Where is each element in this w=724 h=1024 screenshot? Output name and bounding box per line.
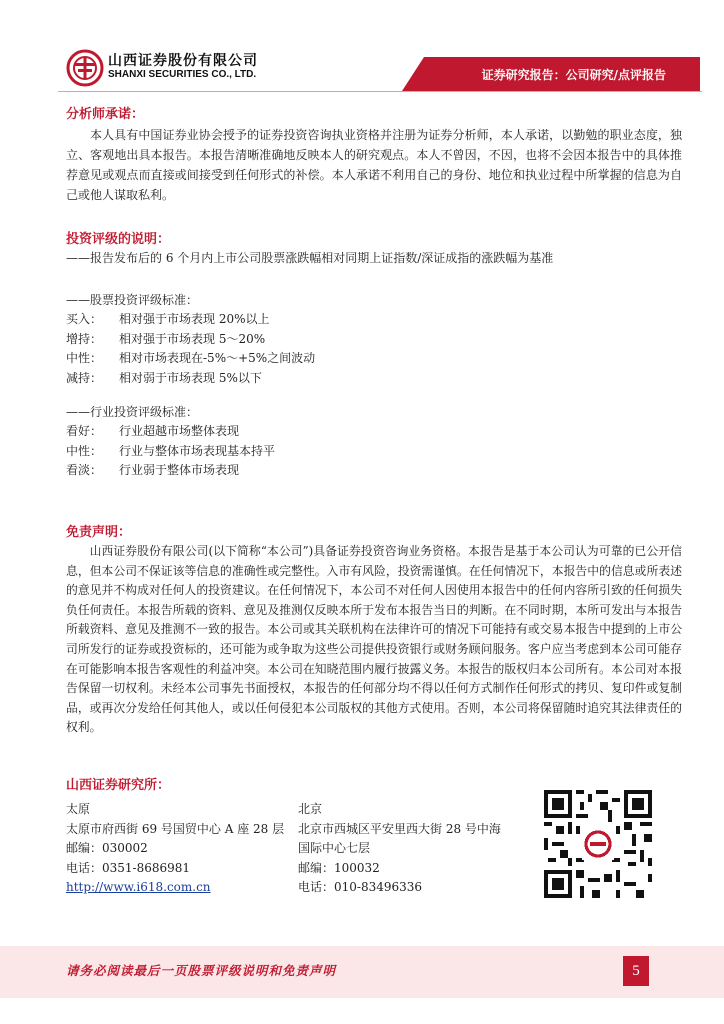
company-logo-icon (66, 49, 104, 87)
beijing-postcode: 邮编：100032 (298, 860, 380, 875)
rating-desc: 行业弱于整体市场表现 (119, 463, 240, 477)
beijing-city: 北京 (298, 802, 323, 816)
industry-rating-row (66, 461, 275, 481)
industry-rating-row (66, 442, 275, 462)
disclaimer-paragraph: 山西证券股份有限公司(以下简称“本公司”)具备证券投资咨询业务资格。本报告是基于本公司认为可靠的已公开信息，但本公司不保证该等信息的准确性或完整性。入市有风险，投资需谨慎。在任何情况下，本报告中的信息或所表述的意见并不构成对任何人的投资建议。在任何情况下，本公司不对任何人因使用本报告中的任何内容所引致的任何损失负任何责任。本报告所载的资料、意见及推测仅反映本所于发布本报告当日的判断。在不同时期，本所可发出与本报告所载资料、意见及推测不一致的报告。本公司或其关联机构在法律许可的情况下可能持有或交易本报告中提到的上市公司所发行的证券或投资标的，还可能为或争取为这些公司提供投资银行或财务顾问服务。客户应当考虑到本公司可能存在可能影响本报告客观性的利益冲突。本公司在知晓范围内履行披露义务。本报告的版权归本公司所有。本公司对本报告保留一切权利。未经本公司事先书面授权，本报告的任何部分均不得以任何方式制作任何形式的拷贝、复印件或复制品，或再次分发给任何其他人，或以任何侵犯本公司版权的其他方式使用。否则，本公司将保留随时追究其法律责任的权利。 (66, 544, 682, 735)
rating-desc: 相对市场表现在-5%～+5%之间波动 (119, 351, 316, 365)
company-name-cn: 山西证券股份有限公司 (108, 53, 258, 69)
rating-desc: 相对强于市场表现 20%以上 (119, 312, 270, 326)
footer-notice: 请务必阅读最后一页股票评级说明和免责声明 (66, 963, 337, 978)
page-number: 5 (623, 956, 649, 986)
analyst-commitment-paragraph: 本人具有中国证券业协会授予的证券投资咨询执业资格并注册为证券分析师，本人承诺，以勤勉的职业态度，独立、客观地出具本报告。本报告清晰准确地反映本人的研究观点。本人不曾因，不因，也将不会因本报告中的具体推荐意见或观点而直接或间接受到任何形式的补偿。本人承诺不利用自己的身份、地位和执业过程中所掌握的信息为自己或他人谋取私利。 (66, 128, 682, 202)
beijing-phone: 电话：010-83496336 (298, 880, 423, 895)
stock-rating-row (66, 369, 315, 389)
header-divider (58, 91, 702, 92)
company-name-en: SHANXI SECURITIES CO., LTD. (108, 69, 257, 80)
rating-intro: ——报告发布后的 6 个月内上市公司股票涨跌幅相对同期上证指数/深证成指的涨跌幅为基准 (66, 251, 554, 265)
beijing-address-line2: 国际中心七层 (298, 841, 371, 856)
rating-title: 投资评级的说明： (66, 232, 171, 247)
rating-label: 看淡： (66, 463, 103, 477)
stock-rating-row (66, 349, 315, 369)
rating-label: 增持： (66, 331, 103, 346)
taiyuan-contact (66, 800, 284, 898)
disclaimer-title: 免责声明： (66, 525, 132, 540)
analyst-commitment-title: 分析师承诺： (66, 107, 145, 122)
industry-rating-standard (66, 403, 275, 481)
research-institute-title: 山西证券研究所： (66, 778, 171, 793)
industry-rating-header: ——行业投资评级标准： (66, 405, 199, 419)
rating-label: 买入： (66, 312, 103, 326)
rating-desc: 相对弱于市场表现 5%以下 (119, 370, 262, 385)
qr-code-icon (544, 790, 652, 898)
analyst-commitment-text (66, 125, 682, 205)
report-type-banner (402, 57, 700, 91)
stock-rating-row (66, 310, 315, 330)
stock-rating-row (66, 330, 315, 350)
rating-label: 中性： (66, 351, 103, 365)
taiyuan-postcode: 邮编：030002 (66, 841, 148, 856)
rating-label: 减持： (66, 370, 103, 385)
disclaimer-text (66, 542, 682, 738)
rating-desc: 行业超越市场整体表现 (119, 424, 240, 438)
beijing-contact (298, 800, 501, 898)
industry-rating-row (66, 422, 275, 442)
stock-rating-header: ——股票投资评级标准： (66, 293, 199, 307)
rating-desc: 行业与整体市场表现基本持平 (119, 443, 276, 458)
rating-desc: 相对强于市场表现 5～20% (119, 331, 266, 346)
taiyuan-phone: 电话：0351-8686981 (66, 860, 191, 875)
rating-label: 看好： (66, 424, 103, 438)
stock-rating-standard (66, 291, 315, 388)
beijing-address-line1: 北京市西城区平安里西大街 28 号中海 (298, 821, 501, 836)
rating-label: 中性： (66, 443, 103, 458)
website-link[interactable]: http://www.i618.com.cn (66, 880, 211, 895)
taiyuan-city: 太原 (66, 802, 91, 816)
taiyuan-address: 太原市府西街 69 号国贸中心 A 座 28 层 (66, 821, 285, 836)
report-type-label: 证券研究报告：公司研究/点评报告 (481, 68, 666, 82)
